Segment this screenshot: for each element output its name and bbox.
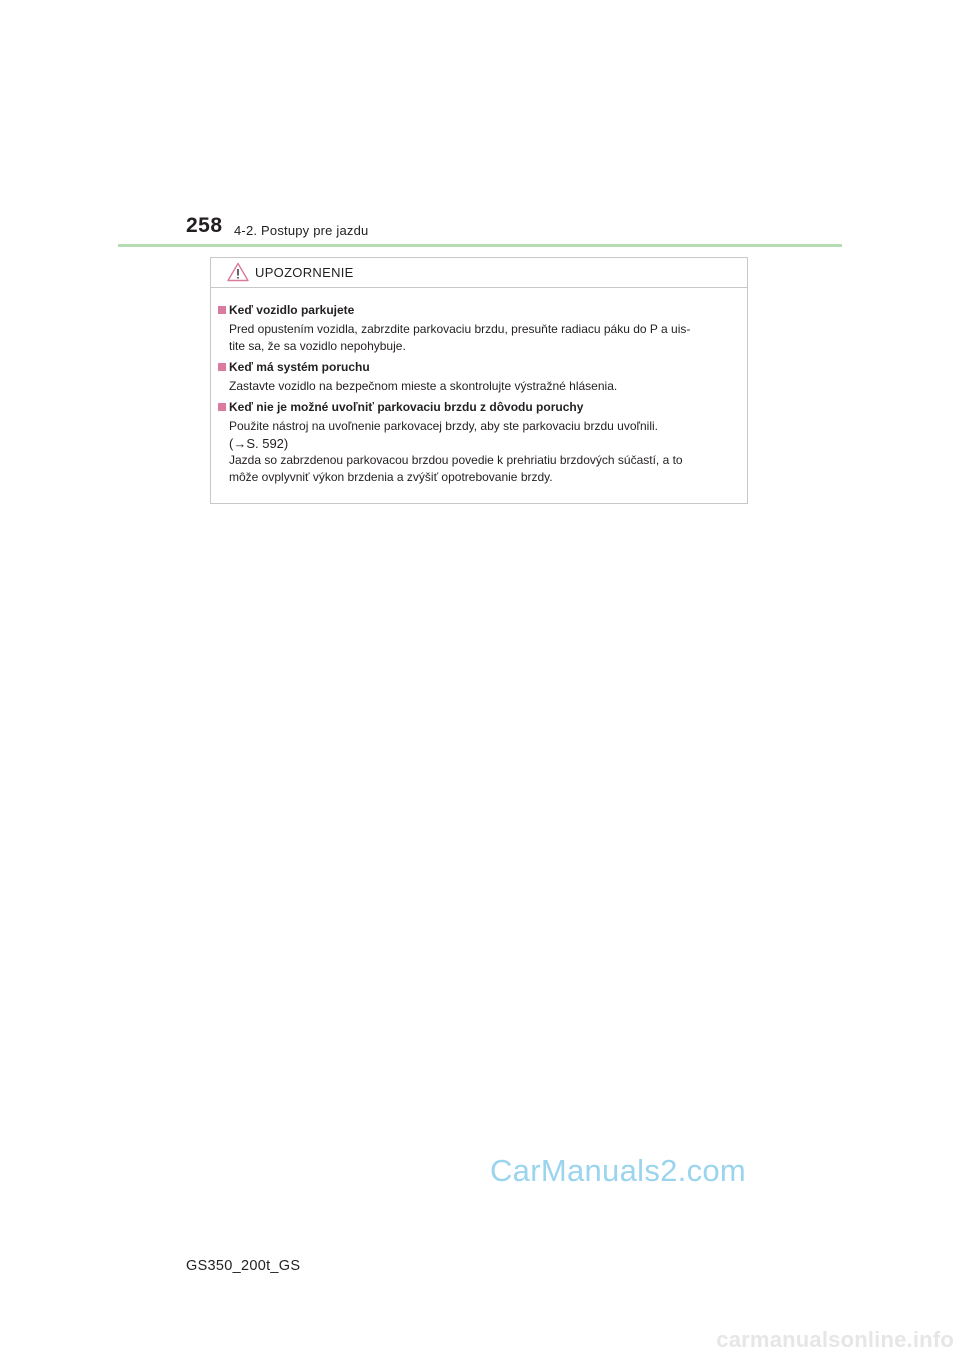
square-bullet-icon bbox=[218, 403, 226, 411]
warning-item-heading-text: Keď vozidlo parkujete bbox=[229, 303, 355, 317]
body-line: Použite nástroj na uvoľnenie parkovacej brzdy, aby ste parkovaciu brzdu uvoľnili. bbox=[229, 419, 659, 433]
body-line: Pred opustením vozidla, zabrzdite parkovaciu brzdu, presuňte radiacu páku do P a uis- bbox=[229, 322, 691, 336]
warning-item-body bbox=[218, 418, 744, 486]
warning-triangle-icon bbox=[227, 262, 249, 282]
warning-item bbox=[218, 399, 744, 486]
warning-item-heading bbox=[218, 399, 744, 415]
header-rule bbox=[118, 244, 842, 247]
warning-content bbox=[218, 302, 744, 490]
warning-item-heading bbox=[218, 302, 744, 318]
square-bullet-icon bbox=[218, 306, 226, 314]
source-watermark bbox=[620, 1322, 960, 1358]
body-line: Jazda so zabrzdenou parkovacou brzdou povedie k prehriatiu brzdových súčastí, a to bbox=[229, 453, 683, 467]
page-reference[interactable]: (→S. 592) bbox=[229, 436, 289, 451]
warning-item-heading-text: Keď nie je možné uvoľniť parkovaciu brzdu z dôvodu poruchy bbox=[229, 400, 584, 414]
warning-item bbox=[218, 359, 744, 395]
page-number: 258 bbox=[186, 214, 223, 237]
warning-item-body bbox=[218, 378, 744, 395]
footer-model: GS350_200t_GS bbox=[186, 1258, 301, 1274]
body-line: môže ovplyvniť výkon brzdenia a zvýšiť opotrebovanie brzdy. bbox=[229, 470, 553, 484]
warning-item-heading bbox=[218, 359, 744, 375]
warning-box bbox=[210, 257, 748, 504]
source-watermark-text: carmanualsonline.info bbox=[716, 1327, 954, 1352]
warning-item bbox=[218, 302, 744, 355]
warning-title: UPOZORNENIE bbox=[255, 265, 354, 280]
warning-item-heading-text: Keď má systém poruchu bbox=[229, 360, 370, 374]
warning-item-body bbox=[218, 321, 744, 355]
body-line: tite sa, že sa vozidlo nepohybuje. bbox=[229, 339, 406, 353]
warning-header bbox=[211, 258, 747, 288]
body-line: Zastavte vozidlo na bezpečnom mieste a skontrolujte výstražné hlásenia. bbox=[229, 379, 618, 393]
square-bullet-icon bbox=[218, 363, 226, 371]
site-watermark: CarManuals2.com bbox=[490, 1153, 747, 1188]
section-title: 4-2. Postupy pre jazdu bbox=[234, 223, 369, 238]
